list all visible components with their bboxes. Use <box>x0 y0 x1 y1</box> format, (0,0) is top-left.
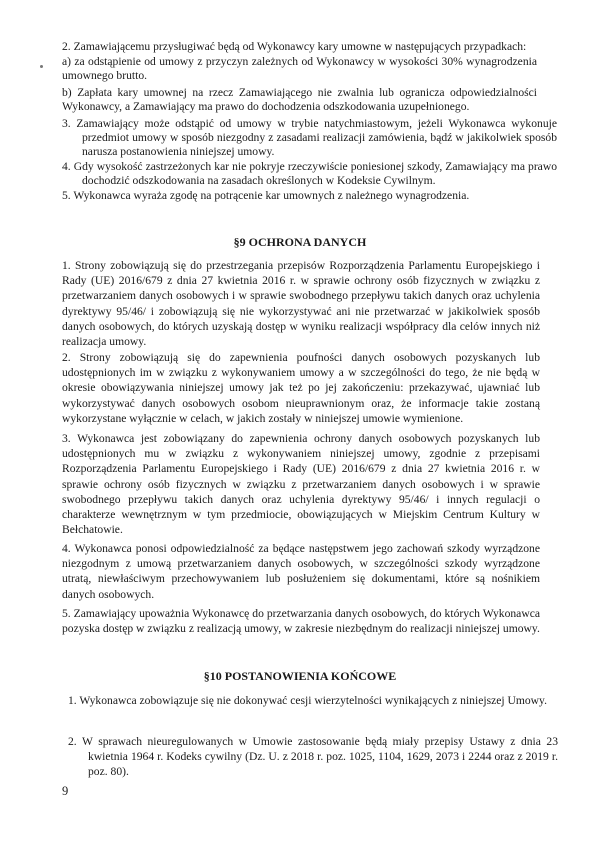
s8-item-3: 3. Zamawiający może odstąpić od umowy w trybie natychmiastowym, jeżeli Wykonawca wykonuje przedmiot umowy w sposób niezgodny z zasadami realizacji zamówienia, bądź w jakikolwiek sposób narusza postanowienia niniejszej umowy. <box>62 117 557 159</box>
s10-item-2: 2. W sprawach nieuregulowanych w Umowie zastosowanie będą miały przepisy Ustawy z dnia 23 kwietnia 1964 r. Kodeks cywilny (Dz. U. z 2018 r. poz. 1025, 1104, 1629, 2073 i 2244 oraz z 2019 r. poz. 80). <box>68 735 558 779</box>
page-number: 9 <box>62 784 69 798</box>
s9-paragraph-4: 4. Wykonawca ponosi odpowiedzialność za będące następstwem jego zachowań szkody wyrządzone niezgodnym z umową przetwarzaniem danych osobowych, w szczególności szkody wyrządzone utratą, niewłaściwym przechowywaniem lub posłużeniem się dokumentami, które są nośnikiem danych osobowych. <box>62 542 540 601</box>
scan-mark <box>40 65 43 68</box>
s9-paragraph-5: 5. Zamawiający upoważnia Wykonawcę do przetwarzania danych osobowych, do których Wykonawca pozyska dostęp w związku z realizacją umowy, w zakresie niezbędnym do realizacji niniejszej umowy. <box>62 607 540 636</box>
s9-paragraph-3: 3. Wykonawca jest zobowiązany do zapewnienia ochrony danych osobowych pozyskanych lub udostępnionych mu w związku z wykonywaniem niniejszej umowy, zgodnie z przepisami Rozporządzenia Parlamentu Europejskiego i Rady (UE) 2016/679 z dnia 27 kwietnia 2016 r. w sprawie ochrony osób fizycznych w związku z przetwarzaniem danych osobowych i w sprawie swobodnego przepływu takich danych oraz uchylenia dyrektywy 95/46/ i innych regulacji o charakterze wewnętrznym w tym przedmiocie, obowiązujących w Miejskim Centrum Kultury w Bełchatowie. <box>62 432 540 537</box>
section-10-heading: §10 POSTANOWIENIA KOŃCOWE <box>203 669 397 683</box>
s8-item-4: 4. Gdy wysokość zastrzeżonych kar nie pokryje rzeczywiście poniesionej szkody, Zamawiający ma prawo dochodzić odszkodowania na zasadach określonych w Kodeksie Cywilnym. <box>62 160 557 188</box>
s9-paragraph-2: 2. Strony zobowiązują się do zapewnienia poufności danych osobowych pozyskanych lub udostępnionych im w związku z wykonywaniem umowy a w szczególności do tego, że nie będą w okresie obowiązywania niniejszej umowy jak też po jej zakończeniu: przekazywać, ujawniać lub wykorzystywać danych osobowych osobom nieuprawnionym oraz, że informacje takie zostaną wykorzystane wyłącznie w celach, w jakich zostały w niniejszej umowie wymienione. <box>62 351 540 425</box>
s8-item-2a: a) za odstąpienie od umowy z przyczyn zależnych od Wykonawcy w wysokości 30% wynagrodzenia umownego brutto. <box>62 55 537 83</box>
s9-paragraph-1: 1. Strony zobowiązują się do przestrzegania przepisów Rozporządzenia Parlamentu Europejskiego i Rady (UE) 2016/679 z dnia 27 kwietnia 2016 r. w sprawie ochrony osób fizycznych w związku z przetwarzaniem danych osobowych i w sprawie swobodnego przepływu takich danych oraz uchylenia dyrektywy 95/46/ i zobowiązują się nie wykorzystywać ani nie przetwarzać w jakikolwiek sposób danych osobowych, do których uzyskają dostęp w wyniku realizacji współpracy dla celów innych niż realizacja umowy. <box>62 259 540 349</box>
s8-item-2: 2. Zamawiającemu przysługiwać będą od Wykonawcy kary umowne w następujących przypadkach: <box>62 40 527 53</box>
s8-item-2b: b) Zapłata kary umownej na rzecz Zamawiającego nie zwalnia lub ogranicza odpowiedzialności Wykonawcy, a Zamawiający ma prawo do dochodzenia odszkodowania uzupełnionego. <box>62 86 537 114</box>
s8-item-5: 5. Wykonawca wyraża zgodę na potrącenie kar umownych z należnego wynagrodzenia. <box>62 189 470 202</box>
section-9-heading: §9 OCHRONA DANYCH <box>233 235 367 249</box>
s10-item-1: 1. Wykonawca zobowiązuje się nie dokonywać cesji wierzytelności wynikających z niniejszej Umowy. <box>68 694 547 707</box>
